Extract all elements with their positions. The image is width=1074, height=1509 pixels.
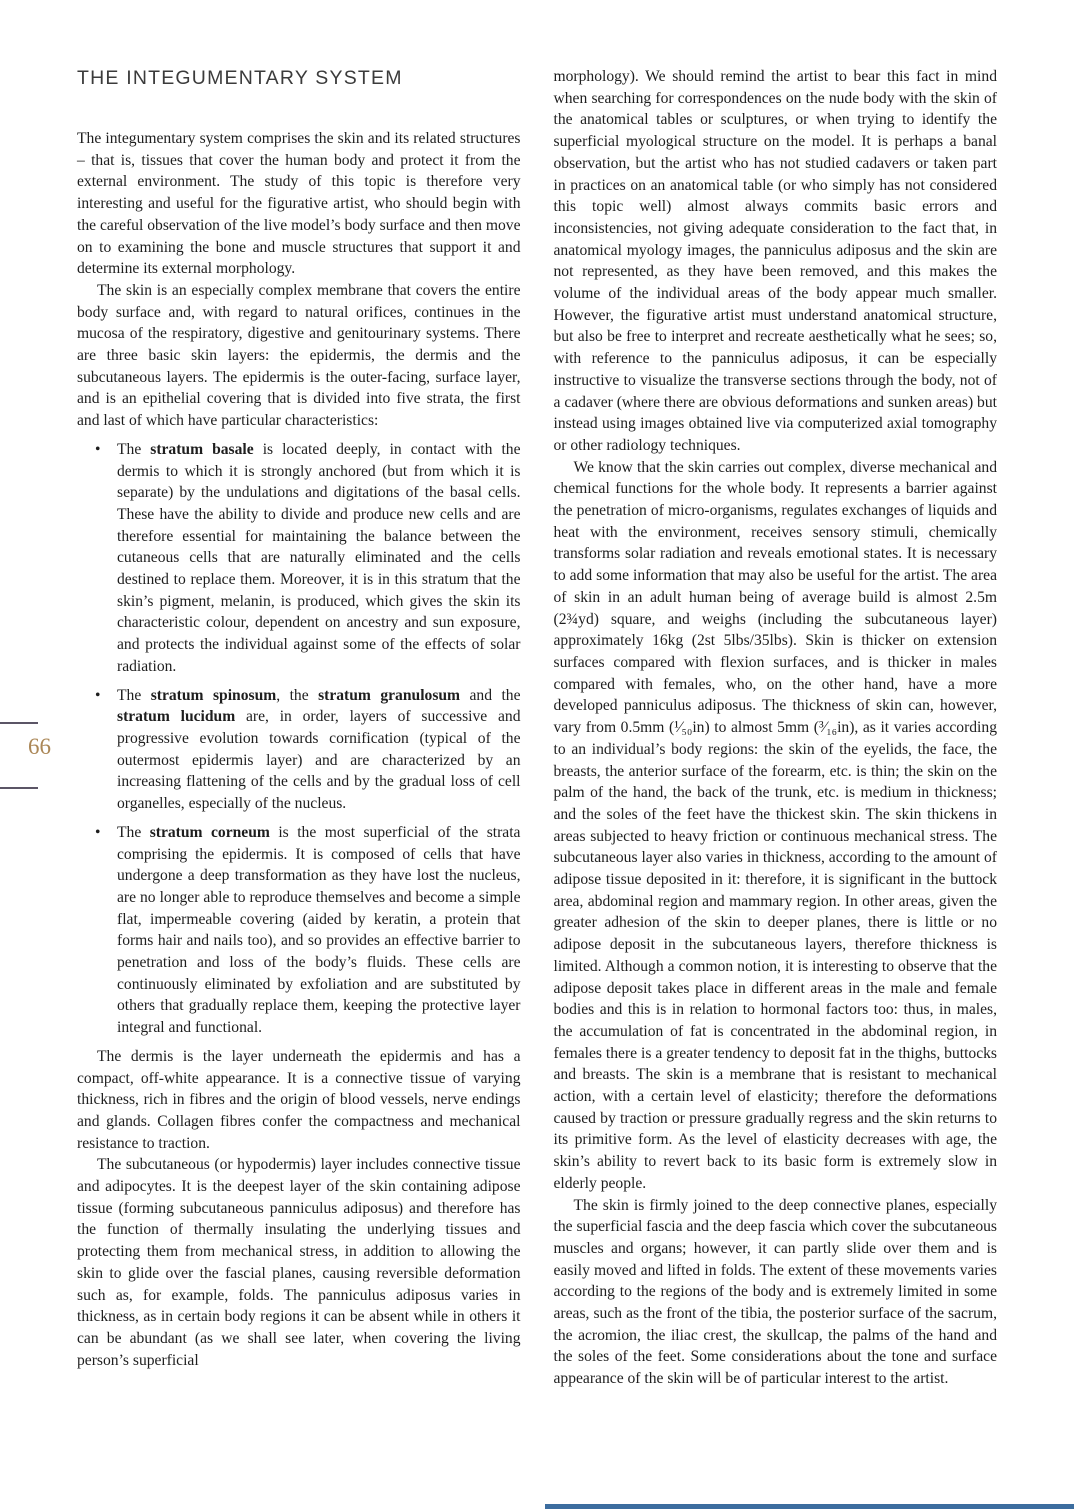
right-column [554, 66, 998, 1390]
margin-rule-bottom [0, 787, 38, 789]
bullet-list-item [77, 685, 521, 815]
bullet-list-item [77, 439, 521, 678]
right-column-flow [554, 66, 998, 1390]
left-column [77, 66, 521, 1390]
bottom-accent-bar [545, 1504, 1074, 1509]
text-columns [77, 66, 997, 1390]
margin-rule-top [0, 722, 38, 724]
bullet-icon: • [95, 823, 101, 841]
bullet-icon: • [95, 440, 101, 458]
bullet-text: The stratum spinosum, the stratum granulosum and the stratum lucidum are, in order, layers of successive and progressive evolution towards cornification (typical of the outermost epidermis layer) and are characterized by an increasing flattening of the cells and by the gradual loss of cell organelles, especially of the nucleus. [117, 686, 521, 813]
page-title: THE INTEGUMENTARY SYSTEM [77, 67, 403, 89]
paragraph: The dermis is the layer underneath the epidermis and has a compact, off-white appearance. It is a connective tissue of varying thickness, rich in fibres and the origin of blood vessels, nerve endings and glands. Collagen fibres confer the compactness and mechanical resistance to traction. [77, 1047, 521, 1152]
page-number: 66 [28, 734, 51, 759]
bullet-text: The stratum basale is located deeply, in contact with the dermis to which it is strongly anchored (but from which it is separate) by the undulations and digitations of the basal cells. These have the ability to divide and produce new cells and are therefore essential for maintaining the balance between the cutaneous cells that are naturally eliminated and the cells destined to replace them. Moreover, it is in this stratum that the skin’s pigment, melanin, is produced, which gives the skin its characteristic colour, dependent on ancestry and sun exposure, and protects the individual against some of the effects of solar radiation. [117, 440, 521, 675]
paragraph: morphology). We should remind the artist to bear this fact in mind when searching for correspondences on the nude body with the skin of the anatomical tables or sculptures, or when trying to identify the superficial myological structure on the model. It is perhaps a banal observation, but the artist who has not studied cadavers or taken part in practices on an anatomical table (or who simply has not considered this topic well) almost always commits basic errors and inconsistencies, not giving adequate consideration to the fact that, in anatomical myology images, the panniculus adiposus and the skin are not represented, as they have been removed, and this makes the volume of the individual areas of the body appear much smaller. However, the figurative artist must understand anatomical structure, but also be free to interpret and recreate aesthetically what he sees; so, with reference to the panniculus adiposus, it can be especially instructive to visualize the transverse sections through the body, not of a cadaver (where there are obvious deformations and sunken areas) but instead using images obtained live via computerized axial tomography or other radiology techniques. [553, 68, 997, 454]
paragraph: The skin is firmly joined to the deep connective planes, especially the superficial fascia and the deep fascia which cover the subcutaneous muscles and organs; however, it can partly slide over them and is easily moved and lifted in folds. The extent of these movements varies according to the regions of the body and is extremely limited in some areas, such as the front of the tibia, the posterior surface of the sacrum, the acromion, the iliac crest, the skullcap, the palms of the hand and the soles of the feet. Some considerations about the tone and surface appearance of the skin will be of particular interest to the artist. [553, 1196, 997, 1388]
bullet-list-item [77, 822, 521, 1039]
paragraph: The integumentary system comprises the skin and its related structures – that is, tissues that cover the human body and protect it from the external environment. The study of this topic is therefore very interesting and useful for the figurative artist, who should begin with the careful observation of the live model’s body surface and then move on to examining the bone and muscle structures that support it and determine its external morphology. [77, 130, 521, 278]
paragraph: The skin is an especially complex membrane that covers the entire body surface and, with regard to natural orifices, continues in the mucosa of the respiratory, digestive and genitourinary systems. There are three basic skin layers: the epidermis, the dermis and the subcutaneous layers. The epidermis is the outer-facing, surface layer, and is an epithelial covering that is divided into five strata, the first and last of which have particular characteristics: [77, 281, 521, 430]
left-column-flow [77, 128, 521, 1371]
paragraph: The subcutaneous (or hypodermis) layer includes connective tissue and adipocytes. It is the deepest layer of the skin containing adipose tissue (forming subcutaneous panniculus adiposus) and therefore has the function of thermally insulating the underlying tissues and protecting them from mechanical stress, in addition to allowing the skin to glide over the fascial planes, causing reversible deformation such as, for example, folds. The panniculus adiposus varies in thickness, as in certain body regions it can be absent while in others it can be abundant (as we shall see later, when covering the living person’s superficial [77, 1156, 521, 1369]
bullet-icon: • [95, 686, 101, 704]
bullet-text: The stratum corneum is the most superficial of the strata comprising the epidermis. It is composed of cells that have undergone a deep transformation as they have lost the nucleus, are no longer able to reproduce themselves and become a simple flat, impermeable covering (aided by keratin, a protein that forms hair and nails too), and so provides an effective barrier to penetration and loss of the body’s fluids. These cells are continuously eliminated by exfoliation and are substituted by others that gradually replace them, keeping the protective layer integral and functional. [117, 823, 521, 1037]
paragraph: We know that the skin carries out complex, diverse mechanical and chemical functions for the whole body. It represents a barrier against the penetration of micro-organisms, regulates exchanges of liquids and heat with the environment, receives sensory stimuli, chemically transforms solar radiation and reveals emotional states. It is necessary to add some information that may also be useful for the artist. The area of skin in an adult human being of average build is almost 2.5m (2¾yd) square, and weighs (including the subcutaneous layer) approximately 16kg (2st 5lbs/35lbs). Skin is thicker on extension surfaces compared with flexion surfaces, and is thicker in males compared with females, who, on the other hand, have a more developed panniculus adiposus. The thickness of skin can, however, vary from 0.5mm (¹⁄₅₀in) to almost 5mm (³⁄₁₆in), as it varies according to an individual’s body regions: the skin of the eyelids, the face, the breasts, the anterior surface of the forearm, etc. is thin; the skin on the palm of the hand, the back of the trunk, etc. is medium in thickness; and the soles of the feet have the thickest skin. The skin thickens in areas subjected to heavy friction or continuous mechanical stress. The subcutaneous layer also varies in thickness, according to the amount of adipose tissue deposited in it: therefore, it is significant in the buttock area, abdominal region and mammary region. In other areas, given the greater adhesion of the skin to deeper planes, there is little or no adipose deposit in the subcutaneous layers, therefore thickness is limited. Although a common notion, it is interesting to observe that the adipose deposit takes place in different areas in the male and female bodies and this is in relation to hormonal factors too: thus, in males, the accumulation of fat is concentrated in the abdominal region, in females there is a greater tendency to deposit fat in the thighs, buttocks and breasts. The skin is a membrane that is resistant to mechanical action, with a certain level of elasticity; therefore the deformations caused by traction or pressure gradually regress and the skin returns to its primitive form. As the level of elasticity decreases with age, the skin’s ability to revert back to its basic form is extremely slow in elderly people. [553, 458, 997, 1192]
